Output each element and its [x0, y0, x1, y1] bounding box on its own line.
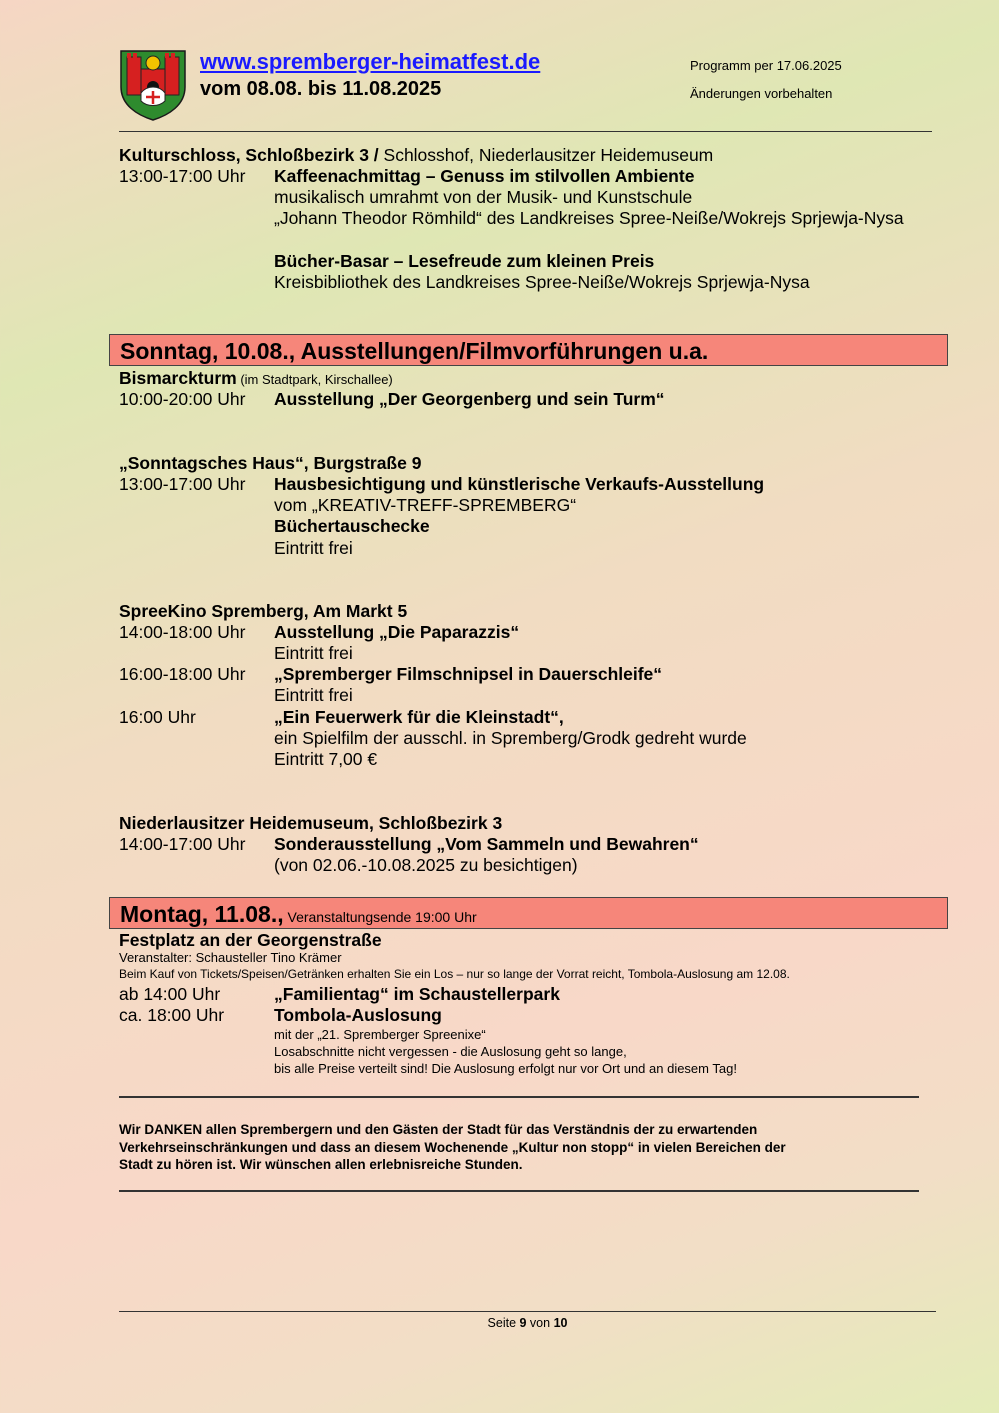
- organizer: Veranstalter: Schausteller Tino Krämer: [119, 950, 342, 965]
- event-detail: mit der „21. Spremberger Spreenixe“: [274, 1027, 486, 1042]
- event-title: Ausstellung „Der Georgenberg und sein Turm“: [274, 389, 665, 409]
- event-time: ca. 18:00 Uhr: [119, 1005, 225, 1025]
- event-detail: ein Spielfilm der ausschl. in Spremberg/Grodk gedreht wurde: [274, 728, 747, 748]
- festival-dates: vom 08.08. bis 11.08.2025: [200, 78, 442, 100]
- footer-divider: [119, 1311, 936, 1312]
- event-detail: Eintritt 7,00 €: [274, 749, 378, 769]
- event-detail: Eintritt frei: [274, 685, 353, 705]
- event-title: Büchertauschecke: [274, 516, 430, 536]
- event-time: 10:00-20:00 Uhr: [119, 389, 246, 409]
- day-title: Montag, 11.08., Veranstaltungsende 19:00 Uhr: [120, 901, 477, 927]
- day-header-monday: [109, 897, 948, 929]
- day-header-sunday: [109, 334, 948, 366]
- day-title: Sonntag, 10.08., Ausstellungen/Filmvorführungen u.a.: [120, 338, 709, 364]
- divider: [119, 1096, 919, 1098]
- event-detail: Losabschnitte nicht vergessen - die Auslosung geht so lange,: [274, 1044, 627, 1059]
- event-title: Sonderausstellung „Vom Sammeln und Bewahren“: [274, 834, 699, 854]
- venue-spreekino: SpreeKino Spremberg, Am Markt 5: [119, 601, 408, 621]
- event-time: 13:00-17:00 Uhr: [119, 474, 246, 494]
- header-divider: [119, 131, 932, 132]
- event-detail: Kreisbibliothek des Landkreises Spree-Neiße/Wokrejs Sprjewja-Nysa: [274, 272, 810, 292]
- event-time: 16:00 Uhr: [119, 707, 196, 727]
- event-detail: vom „KREATIV-TREFF-SPREMBERG“: [274, 495, 577, 515]
- event-detail: musikalisch umrahmt von der Musik- und Kunstschule: [274, 187, 693, 207]
- venue-kulturschloss: Kulturschloss, Schloßbezirk 3 / Schlosshof, Niederlausitzer Heidemuseum: [119, 145, 714, 165]
- event-detail: „Johann Theodor Römhild“ des Landkreises Spree-Neiße/Wokrejs Sprjewja-Nysa: [274, 208, 904, 228]
- tombola-note: Beim Kauf von Tickets/Speisen/Getränken erhalten Sie ein Los – nur so lange der Vorrat reicht, Tombola-Auslosung am 12.08.: [119, 967, 790, 981]
- divider: [119, 1190, 919, 1192]
- event-detail: (von 02.06.-10.08.2025 zu besichtigen): [274, 855, 578, 875]
- event-detail: Eintritt frei: [274, 643, 353, 663]
- website-link[interactable]: www.spremberger-heimatfest.de: [200, 49, 541, 74]
- event-title: Ausstellung „Die Paparazzis“: [274, 622, 520, 642]
- event-time: 13:00-17:00 Uhr: [119, 166, 246, 186]
- venue-heidemuseum: Niederlausitzer Heidemuseum, Schloßbezirk 3: [119, 813, 503, 833]
- changes-note: Änderungen vorbehalten: [690, 86, 833, 101]
- event-detail: Eintritt frei: [274, 538, 353, 558]
- venue-festplatz: Festplatz an der Georgenstraße: [119, 930, 382, 950]
- event-title: „Familientag“ im Schaustellerpark: [274, 984, 560, 1004]
- thank-you-note: Wir DANKEN allen Sprembergern und den Gästen der Stadt für das Verständnis der zu erwartenden Verkehrseinschränkungen und dass an diesem Wochenende „Kultur non stopp“ in vielen Bereichen der Stadt zu hören ist. Wir wünschen allen erlebnisreiche Stunden.: [119, 1122, 786, 1172]
- event-time: 14:00-17:00 Uhr: [119, 834, 246, 854]
- event-title: Tombola-Auslosung: [274, 1005, 442, 1025]
- venue-bismarckturm: Bismarckturm (im Stadtpark, Kirschallee): [119, 368, 393, 388]
- event-title: Hausbesichtigung und künstlerische Verkaufs-Ausstellung: [274, 474, 765, 494]
- program-date: Programm per 17.06.2025: [690, 58, 842, 73]
- event-title: „Ein Feuerwerk für die Kleinstadt“,: [274, 707, 564, 727]
- event-time: 16:00-18:00 Uhr: [119, 664, 246, 684]
- event-title: Bücher-Basar – Lesefreude zum kleinen Preis: [274, 251, 655, 271]
- venue-sonntagsches-haus: „Sonntagsches Haus“, Burgstraße 9: [119, 453, 422, 473]
- page-number: Seite 9 von 10: [487, 1316, 568, 1330]
- event-time: ab 14:00 Uhr: [119, 984, 221, 1004]
- event-detail: bis alle Preise verteilt sind! Die Auslosung erfolgt nur vor Ort und an diesem Tag!: [274, 1061, 737, 1076]
- event-time: 14:00-18:00 Uhr: [119, 622, 246, 642]
- event-title: Kaffeenachmittag – Genuss im stilvollen Ambiente: [274, 166, 695, 186]
- event-title: „Spremberger Filmschnipsel in Dauerschleife“: [274, 664, 663, 684]
- spremberg-coat-of-arms-logo: [119, 47, 187, 121]
